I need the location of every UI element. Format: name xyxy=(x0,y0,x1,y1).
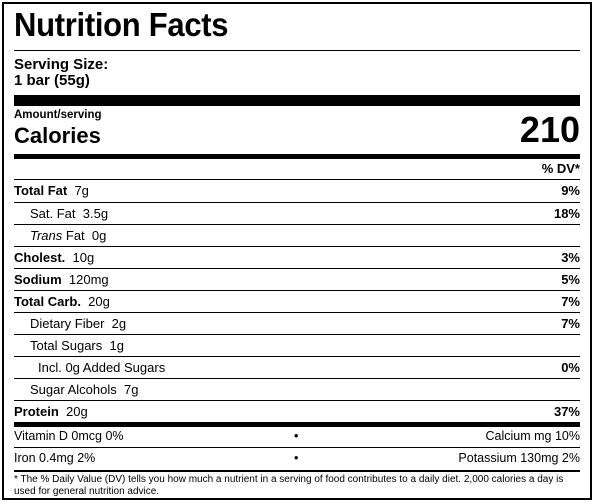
nutrient-dv: 18% xyxy=(553,206,580,221)
nutrient-dv: 7% xyxy=(561,294,580,309)
vitamin-right: Calcium mg 10% xyxy=(485,429,580,443)
nutrient-amount: 20g xyxy=(66,404,88,419)
nutrient-name: Sat. Fat xyxy=(30,206,76,221)
nutrient-row-sat-fat xyxy=(14,203,580,225)
nutrient-name: Sugar Alcohols xyxy=(30,382,117,397)
calories-label: Calories xyxy=(14,123,101,148)
nutrition-facts-label xyxy=(2,2,592,500)
nutrient-amount: 0g xyxy=(91,228,107,243)
thick-divider xyxy=(14,95,580,106)
nutrient-row-total-fat xyxy=(14,180,580,202)
daily-value-footnote: * The % Daily Value (DV) tells you how much a nutrient in a serving of food contributes to a daily diet. 2,000 calories a day is used for general nutrition advice. xyxy=(14,474,564,497)
bullet-separator: • xyxy=(294,429,299,443)
bullet-separator: • xyxy=(294,451,299,465)
nutrient-dv: 0% xyxy=(561,360,580,375)
nutrient-name-italic: Trans xyxy=(30,228,63,243)
nutrient-name: Total Fat xyxy=(14,183,68,198)
serving-size-label: Serving Size: xyxy=(14,56,109,73)
nutrient-dv: 37% xyxy=(553,404,580,419)
nutrient-dv: 5% xyxy=(561,272,580,287)
amount-per-serving-label: Amount/serving xyxy=(14,109,102,121)
nutrient-row-trans-fat xyxy=(14,225,580,247)
nutrient-amount: 2g xyxy=(111,316,127,331)
nutrient-name: Dietary Fiber xyxy=(30,316,105,331)
vitamin-left: Iron 0.4mg 2% xyxy=(14,451,96,465)
nutrient-amount: 1g xyxy=(109,338,124,353)
nutrient-amount: 7g xyxy=(123,382,139,397)
nutrient-name: Sodium xyxy=(14,272,62,287)
calories-divider xyxy=(14,154,580,159)
nutrient-row-protein xyxy=(14,401,580,423)
nutrient-name: Protein xyxy=(14,404,59,419)
title-divider xyxy=(14,50,580,51)
vitamin-row xyxy=(14,447,580,469)
nutrient-amount: 7g xyxy=(74,183,89,198)
nutrient-row-dietary-fiber xyxy=(14,313,580,335)
vitamin-row xyxy=(14,425,580,447)
nutrient-row-cholesterol xyxy=(14,247,580,269)
serving-size-value: 1 bar (55g) xyxy=(14,72,90,89)
nutrient-row-added-sugars xyxy=(14,357,580,379)
vitamin-left: Vitamin D 0mcg 0% xyxy=(14,429,124,443)
daily-value-header: % DV* xyxy=(541,161,580,176)
calories-value: 210 xyxy=(519,109,580,150)
nutrient-name: Incl. 0g Added Sugars xyxy=(38,360,166,375)
nutrient-row-total-carb xyxy=(14,291,580,313)
nutrient-dv: 3% xyxy=(561,250,580,265)
nutrient-name: Cholest. xyxy=(14,250,66,265)
nutrient-name: Fat xyxy=(65,228,85,243)
nutrient-row-total-sugars xyxy=(14,335,580,357)
nutrient-dv: 7% xyxy=(561,316,580,331)
nutrient-row-sodium xyxy=(14,269,580,291)
nutrient-amount: 120mg xyxy=(68,272,109,287)
nutrient-name: Total Carb. xyxy=(14,294,81,309)
vitamin-right: Potassium 130mg 2% xyxy=(458,451,580,465)
nutrient-amount: 20g xyxy=(88,294,110,309)
nutrient-amount: 3.5g xyxy=(82,206,109,221)
footnote-divider xyxy=(14,470,580,472)
nutrient-dv: 9% xyxy=(561,183,580,198)
nutrient-name: Total Sugars xyxy=(30,338,103,353)
label-title: Nutrition Facts xyxy=(14,6,229,44)
nutrient-row-sugar-alcohols xyxy=(14,379,580,401)
nutrient-amount: 10g xyxy=(72,250,95,265)
